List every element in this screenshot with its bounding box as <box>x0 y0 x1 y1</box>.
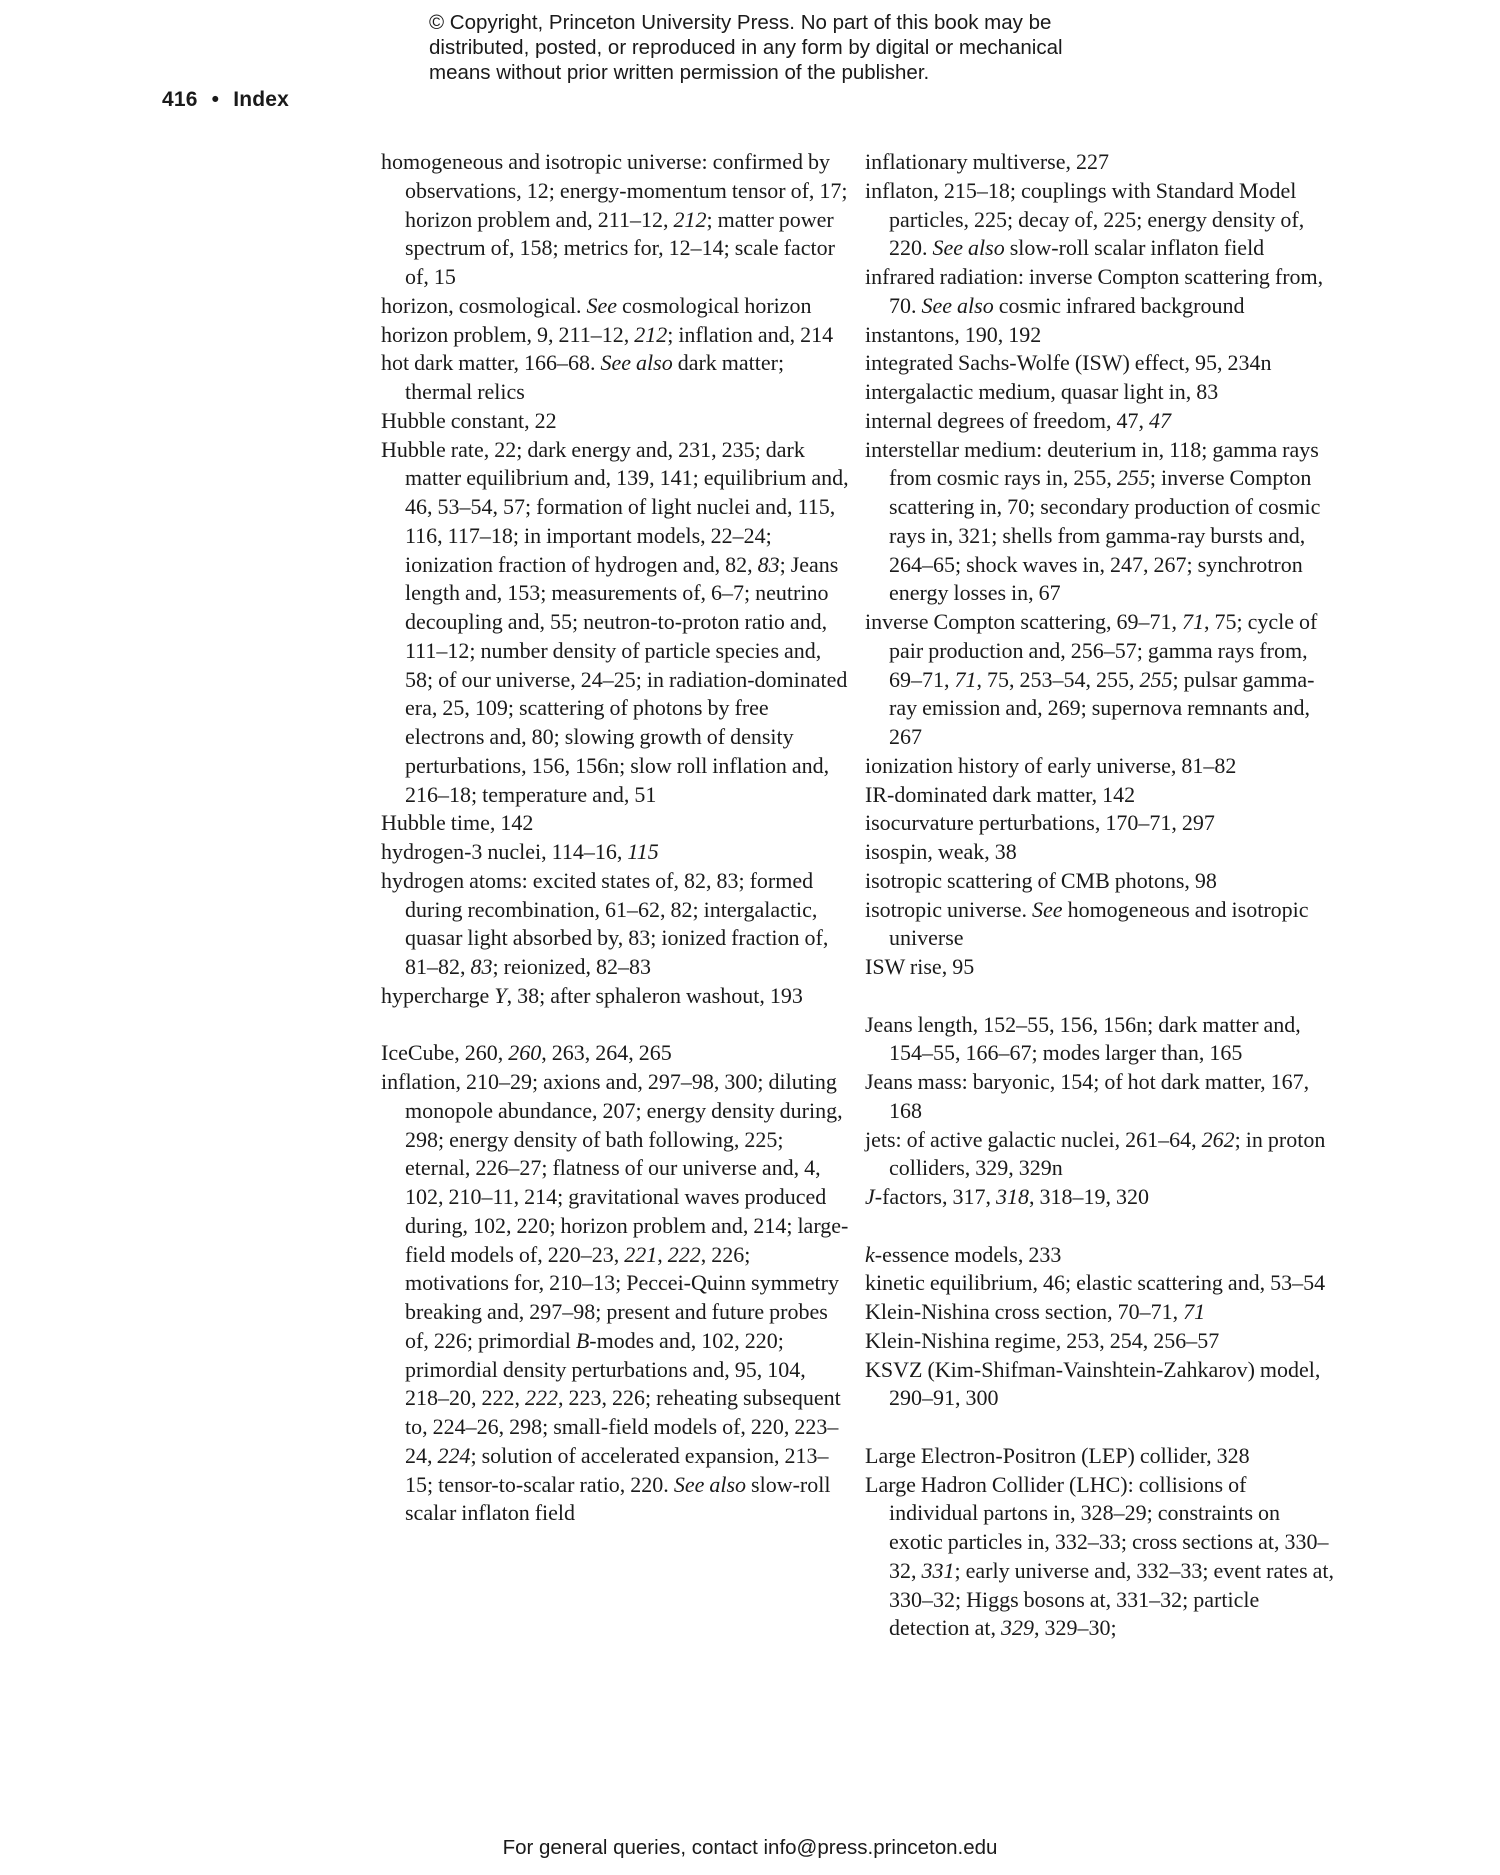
index-entry: isotropic universe. See homogeneous and isotropic universe <box>865 896 1309 951</box>
index-entry: horizon problem, 9, 211–12, 212; inflation and, 214 <box>381 321 834 347</box>
index-entry: inflaton, 215–18; couplings with Standard Model particles, 225; decay of, 225; energy density of, 220. See also slow-roll scalar inflaton field <box>865 177 1305 261</box>
index-entry: KSVZ (Kim-Shifman-Vainshtein-Zahkarov) model, 290–91, 300 <box>865 1356 1321 1411</box>
index-entry: homogeneous and isotropic universe: confirmed by observations, 12; energy-momentum tensor of, 17; horizon problem and, 211–12, 212; matter power spectrum of, 158; metrics for, 12–14; scale factor of, 15 <box>381 149 848 289</box>
index-entry: Large Hadron Collider (LHC): collisions of individual partons in, 328–29; constraints on exotic particles in, 332–33; cross sections at, 330–32, 331; early universe and, 332–33; event rates at, 330–32; Higgs bosons at, 331–32; particle detection at, 329, 329–30; <box>865 1471 1335 1641</box>
index-entry: horizon, cosmological. See cosmological horizon <box>381 292 812 318</box>
copyright-line: distributed, posted, or reproduced in any form by digital or mechanical <box>429 36 1063 59</box>
index-entry: inverse Compton scattering, 69–71, 71, 75; cycle of pair production and, 256–57; gamma rays from, 69–71, 71, 75, 253–54, 255, 255; pulsar gamma-ray emission and, 269; supernova remnants and, 267 <box>865 609 1318 749</box>
index-entry: Klein-Nishina cross section, 70–71, 71 <box>865 1299 1206 1324</box>
letter-group-gap <box>865 1413 1335 1442</box>
index-entry: Hubble constant, 22 <box>381 407 557 433</box>
index-entry: IR-dominated dark matter, 142 <box>865 781 1136 807</box>
running-head <box>162 88 289 112</box>
index-entry: Large Electron-Positron (LEP) collider, 328 <box>865 1442 1250 1468</box>
index-entry: Hubble time, 142 <box>381 810 534 836</box>
index-entry: isocurvature perturbations, 170–71, 297 <box>865 810 1215 836</box>
index-entry: inflationary multiverse, 227 <box>865 149 1109 174</box>
index-column-right <box>865 148 1335 1643</box>
index-entry: Klein-Nishina regime, 253, 254, 256–57 <box>865 1327 1220 1353</box>
index-column-left <box>381 148 851 1528</box>
index-entry: Jeans length, 152–55, 156, 156n; dark matter and, 154–55, 166–67; modes larger than, 165 <box>865 1011 1301 1066</box>
index-entry: integrated Sachs-Wolfe (ISW) effect, 95, 234n <box>865 350 1272 376</box>
index-entry: hydrogen atoms: excited states of, 82, 83; formed during recombination, 61–62, 82; intergalactic, quasar light absorbed by, 83; ionized fraction of, 81–82, 83; reionized, 82–83 <box>381 867 829 979</box>
index-entry: intergalactic medium, quasar light in, 83 <box>865 379 1219 404</box>
page-number: 416 <box>162 88 198 111</box>
letter-group-gap <box>865 1212 1335 1241</box>
letter-group-gap <box>381 1011 851 1040</box>
section-title: Index <box>233 88 290 111</box>
index-entry: interstellar medium: deuterium in, 118; gamma rays from cosmic rays in, 255, 255; inverse Compton scattering in, 70; secondary production of cosmic rays in, 321; shells from gamma-ray bursts and, 264–65; shock waves in, 247, 267; synchrotron energy losses in, 67 <box>865 436 1321 606</box>
index-entry: isospin, weak, 38 <box>865 839 1017 864</box>
index-entry: isotropic scattering of CMB photons, 98 <box>865 867 1217 893</box>
copyright-notice <box>429 10 1149 85</box>
index-entry: ISW rise, 95 <box>865 954 975 979</box>
index-entry: instantons, 190, 192 <box>865 321 1042 347</box>
index-entry: Hubble rate, 22; dark energy and, 231, 235; dark matter equilibrium and, 139, 141; equilibrium and, 46, 53–54, 57; formation of light nuclei and, 115, 116, 117–18; in important models, 22–24; ionization fraction of hydrogen and, 82, 83; Jeans length and, 153; measurements of, 6–7; neutrino decoupling and, 55; neutron-to-proton ratio and, 111–12; number density of particle species and, 58; of our universe, 24–25; in radiation-dominated era, 25, 109; scattering of photons by free electrons and, 80; slowing growth of density perturbations, 156, 156n; slow roll inflation and, 216–18; temperature and, 51 <box>381 436 849 807</box>
index-entry: hypercharge Y, 38; after sphaleron washout, 193 <box>381 982 803 1008</box>
footer-contact: For general queries, contact info@press.princeton.edu <box>502 1836 998 1859</box>
copyright-line: means without prior written permission of the publisher. <box>429 61 930 84</box>
index-entry: hot dark matter, 166–68. See also dark matter; thermal relics <box>381 350 785 404</box>
index-entry: kinetic equilibrium, 46; elastic scattering and, 53–54 <box>865 1270 1326 1296</box>
index-entry: IceCube, 260, 260, 263, 264, 265 <box>381 1040 672 1066</box>
letter-group-gap <box>865 982 1335 1011</box>
index-entry: hydrogen-3 nuclei, 114–16, 115 <box>381 839 659 864</box>
copyright-line: © Copyright, Princeton University Press. No part of this book may be <box>429 11 1052 34</box>
index-entry: inflation, 210–29; axions and, 297–98, 300; diluting monopole abundance, 207; energy density during, 298; energy density of bath following, 225; eternal, 226–27; flatness of our universe and, 4, 102, 210–11, 214; gravitational waves produced during, 102, 220; horizon problem and, 214; large-field models of, 220–23, 221, 222, 226; motivations for, 210–13; Peccei-Quinn symmetry breaking and, 297–98; present and future probes of, 226; primordial B-modes and, 102, 220; primordial density perturbations and, 95, 104, 218–20, 222, 222, 223, 226; reheating subsequent to, 224–26, 298; small-field models of, 220, 223–24, 224; solution of accelerated expansion, 213–15; tensor-to-scalar ratio, 220. See also slow-roll scalar inflaton field <box>381 1069 849 1526</box>
index-entry: jets: of active galactic nuclei, 261–64, 262; in proton colliders, 329, 329n <box>865 1126 1326 1181</box>
index-entry: J-factors, 317, 318, 318–19, 320 <box>865 1184 1149 1209</box>
index-entry: internal degrees of freedom, 47, 47 <box>865 407 1171 433</box>
bullet-separator: • <box>211 88 220 111</box>
index-entry: k-essence models, 233 <box>865 1241 1062 1267</box>
index-entry: Jeans mass: baryonic, 154; of hot dark matter, 167, 168 <box>865 1069 1310 1123</box>
index-entry: ionization history of early universe, 81–82 <box>865 752 1237 778</box>
index-entry: infrared radiation: inverse Compton scattering from, 70. See also cosmic infrared background <box>865 264 1324 318</box>
